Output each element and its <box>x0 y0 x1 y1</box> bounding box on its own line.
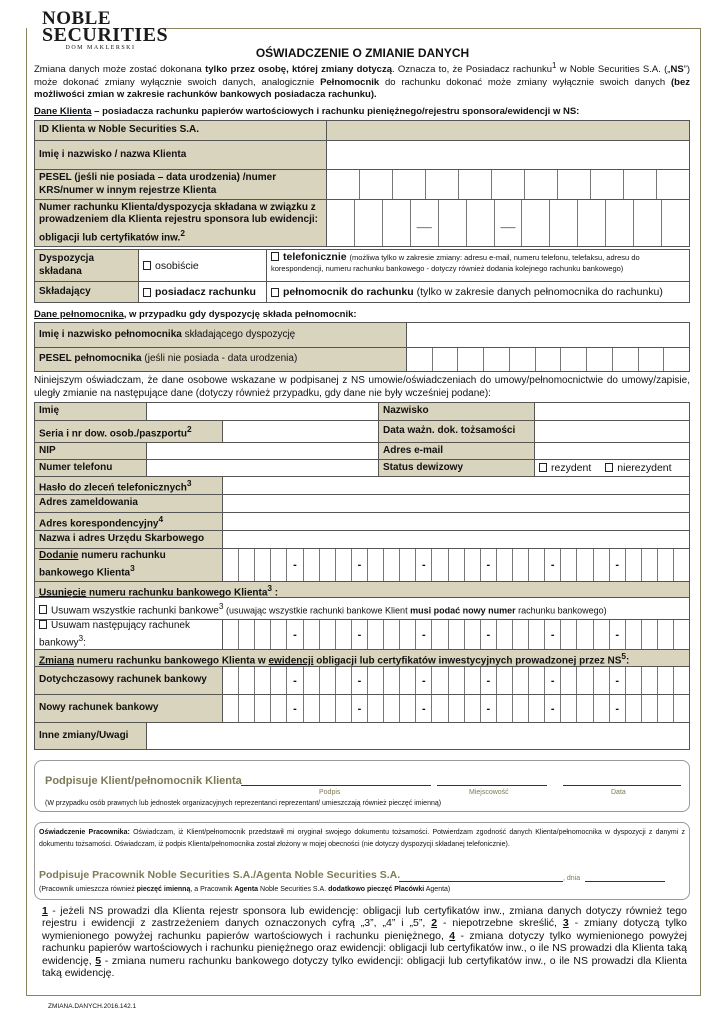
client-id-label: ID Klienta w Noble Securities S.A. <box>35 121 327 140</box>
delete-account-heading: Usunięcie numeru rachunku bankowego Klienta$^3$ : <box>35 582 689 597</box>
employee-date-line[interactable] <box>585 881 665 882</box>
corr-address-row <box>35 513 689 531</box>
phone-row <box>35 460 689 477</box>
old-account-cells[interactable]: - - - - - - <box>223 667 689 694</box>
proxy-data-table <box>34 322 690 372</box>
id-doc-input[interactable] <box>223 421 379 442</box>
noble-securities-logo: NOBLE SECURITIES DOM MAKLERSKI <box>38 10 163 51</box>
resident-option[interactable]: rezydent <box>539 462 591 474</box>
client-date-caption: Data <box>611 789 626 796</box>
intro-text: Zmiana danych może zostać dokonana tylko przez osobę, której zmiany dotyczą. Oznacza to, że Posiadacz rachunku$^1$ w Noble Securities S.A. („NS”) może dokonać zmiany wyłącznie swoich danych, analogicznie Pełnomocnik do rachunku dokonać może zmiany wyłącznie swoich danych (bez możliwości zmian w zakresie rachunków bankowych posiadacza rachunku). <box>34 61 691 101</box>
reg-address-label: Adres zameldowania <box>35 495 223 512</box>
client-pesel-label: PESEL (jeśli nie posiada – data urodzenia) /numer KRS/numer w innym rejestrze Klienta <box>35 170 327 199</box>
checkbox-icon[interactable] <box>539 463 547 472</box>
client-pesel-row <box>35 170 689 200</box>
client-name-row <box>35 141 689 170</box>
proxy-pesel-row <box>35 348 689 371</box>
checkbox-icon[interactable] <box>39 620 47 629</box>
disposition-table <box>34 249 690 303</box>
checkbox-icon[interactable] <box>271 252 279 261</box>
reg-address-row <box>35 495 689 513</box>
footnotes: 1 - jeżeli NS prowadzi dla Klienta rejestr sponsora lub ewidencję: obligacji lub certyfikatów inw., zmiana danych dotyczy również tego rejestru i ewidencji z zastrzeżeniem danych oznaczonych cyfrą „3”, „4” i „5”, 2 - niepotrzebne skreślić, 3 - zmiany dotyczą tylko wymienionego powyżej rachunku papierów wartościowych i rachunku pieniężnego, 4 - zmiana dotyczy tylko wymienionego powyżej rachunku papierów wartościowych i rachunku pieniężnego oraz ewidencji: obligacji lub certyfikatów inw., o ile NS prowadzi dla Klienta taką ewidencję, 5 - zmiana numeru rachunku bankowego dotyczy tylko ewidencji: obligacji lub certyfikatów inw., o ile NS prowadzi dla Klienta taką ewidencję. <box>42 905 688 980</box>
page-title: OŚWIADCZENIE O ZMIANIE DANYCH <box>255 46 470 60</box>
delete-all-option[interactable]: Usuwam wszystkie rachunki bankowe$^3$ (usuwając wszystkie rachunki bankowe Klient musi podać nowy numer rachunku bankowego) <box>35 598 689 619</box>
client-name-input[interactable] <box>327 141 689 169</box>
employee-signature-title: Podpisuje Pracownik Noble Securities S.A./Agenta Noble Securities S.A. <box>39 869 401 881</box>
first-name-input[interactable] <box>147 403 379 420</box>
client-account-label: Numer rachunku Klienta/dyspozycja składana w związku z prowadzeniem dla Klienta rejestru sponsora lub ewidencji: obligacji lub certyfikatów inw.$^2$ <box>35 200 327 246</box>
declaration-text: Niniejszym oświadczam, że dane osobowe wskazane w podpisanej z NS umowie/oświadczeniach do umowy/pełnomocnictwie do umowy/zapisie, uległy zmianie na następujące dane (dotyczy również przypadku, gdy dane nie były wcześniej podane): <box>34 375 690 399</box>
fx-status-label: Status dewizowy <box>379 460 535 476</box>
new-account-label: Nowy rachunek bankowy <box>35 695 223 722</box>
id-valid-input[interactable] <box>535 421 689 442</box>
client-account-row <box>35 200 689 246</box>
employee-date-label: , dnia <box>563 875 581 882</box>
client-account-cells[interactable]: ___ ___ <box>327 200 689 246</box>
changes-table <box>34 402 690 750</box>
nip-row <box>35 443 689 460</box>
disposition-label: Dyspozycja składana <box>35 250 139 281</box>
proxy-name-row <box>35 323 689 348</box>
fx-status-options <box>535 460 689 476</box>
employee-signature-note: (Pracownik umieszcza również pieczęć imienną, a Pracownik Agenta Noble Securities S.A. dodatkowo pieczęć Placówki Agenta) <box>39 886 451 893</box>
employee-declaration: Oświadczenie Pracownika: Oświadczam, iż Klient/pełnomocnik przedstawił mi oryginał swojego dokumentu tożsamości. Potwierdzam zgodność danych Klienta/pełnomocnika w dyspozycji z danymi z dokumentu tożsamości. Oświadczam, iż podpis Klienta/pełnomocnika został złożony w mojej obecności (nie dotyczy dyspozycji składanej telefonicznie). <box>39 829 686 848</box>
last-name-input[interactable] <box>535 403 689 420</box>
phone-pass-label: Hasło do zleceń telefonicznych$^3$ <box>35 477 223 494</box>
other-changes-input[interactable] <box>147 723 689 749</box>
client-data-table <box>34 120 690 247</box>
checkbox-icon[interactable] <box>605 463 613 472</box>
client-id-input[interactable] <box>327 121 689 140</box>
add-account-cells[interactable]: - - - - - - <box>223 549 689 581</box>
delete-one-option[interactable]: Usuwam następujący rachunek bankowy$^3$: <box>35 620 223 649</box>
filer-label: Składający <box>35 282 139 302</box>
id-valid-label: Data ważn. dok. tożsamości <box>379 421 535 442</box>
client-place-line[interactable] <box>437 785 547 786</box>
tax-office-input[interactable] <box>223 531 689 548</box>
delete-account-heading-row <box>35 582 689 598</box>
client-pesel-cells[interactable] <box>327 170 689 199</box>
corr-address-input[interactable] <box>223 513 689 530</box>
proxy-pesel-cells[interactable] <box>407 348 689 371</box>
checkbox-icon[interactable] <box>143 261 151 270</box>
client-signature-caption: Podpis <box>319 789 341 796</box>
corr-address-label: Adres korespondencyjny$^4$ <box>35 513 223 530</box>
tax-office-label: Nazwa i adres Urzędu Skarbowego <box>35 531 223 548</box>
client-signature-note: (W przypadku osób prawnych lub jednostek organizacyjnych reprezentanci reprezentant/ umieszczają również pieczęć imienną) <box>45 800 442 807</box>
last-name-label: Nazwisko <box>379 403 535 420</box>
proxy-name-label: Imię i nazwisko pełnomocnika składającego dyspozycję <box>35 323 407 347</box>
email-label: Adres e-mail <box>379 443 535 459</box>
client-name-label: Imię i nazwisko / nazwa Klienta <box>35 141 327 169</box>
client-id-row <box>35 121 689 141</box>
add-account-row <box>35 549 689 582</box>
email-input[interactable] <box>535 443 689 459</box>
proxy-section-heading: Dane pełnomocnika, w przypadku gdy dyspozycję składa pełnomocnik: <box>34 309 357 320</box>
phone-input[interactable] <box>147 460 379 476</box>
client-signature-box <box>34 760 690 812</box>
other-changes-label: Inne zmiany/Uwagi <box>35 723 147 749</box>
disposition-phone-option[interactable]: telefonicznie (możliwa tylko w zakresie zmiany: adresu e-mail, numeru telefonu, telefaksu, adresu do korespondencji, numeru rachunku bankowego - dotyczy również dodania kolejnego rachunku bankowego) <box>271 251 640 273</box>
employee-signature-box <box>34 822 690 900</box>
reg-address-input[interactable] <box>223 495 689 512</box>
checkbox-icon[interactable] <box>143 288 151 297</box>
id-doc-label: Seria i nr dow. osob./paszportu$^2$ <box>35 421 223 442</box>
phone-pass-input[interactable] <box>223 477 689 494</box>
client-signature-title: Podpisuje Klient/pełnomocnik Klienta <box>45 775 242 787</box>
old-account-row <box>35 667 689 695</box>
filer-holder-option[interactable]: posiadacz rachunku <box>139 282 267 302</box>
client-date-line[interactable] <box>563 785 681 786</box>
client-signature-line[interactable] <box>241 785 431 786</box>
client-section-heading: Dane Klienta – posiadacza rachunku papierów wartościowych i rachunku pieniężnego/rejestru sponsora/ewidencji w NS: <box>34 106 580 117</box>
delete-all-row <box>35 598 689 620</box>
delete-one-cells[interactable]: - - - - - - <box>223 620 689 649</box>
checkbox-icon[interactable] <box>271 288 279 297</box>
nip-input[interactable] <box>147 443 379 459</box>
change-account-heading: Zmiana numeru rachunku bankowego Klienta w ewidencji obligacji lub certyfikatów inwestycyjnych prowadzonej przez $NS^5$: <box>35 650 689 666</box>
phone-label: Numer telefonu <box>35 460 147 476</box>
form-code: ZMIANA.DANYCH.2016.142.1 <box>48 1003 137 1010</box>
disposition-row <box>35 250 689 282</box>
tax-office-row <box>35 531 689 549</box>
name-row <box>35 403 689 421</box>
change-account-heading-row <box>35 650 689 667</box>
proxy-pesel-label: PESEL pełnomocnika (jeśli nie posiada - data urodzenia) <box>35 348 407 371</box>
other-changes-row <box>35 723 689 749</box>
checkbox-icon[interactable] <box>39 605 47 614</box>
disposition-in-person-option[interactable]: osobiście <box>139 250 267 281</box>
new-account-row <box>35 695 689 723</box>
frame-top-line <box>160 28 701 29</box>
add-account-label: Dodanie numeru rachunku bankowego Klienta$^3$ <box>35 549 223 581</box>
proxy-name-input[interactable] <box>407 323 689 347</box>
first-name-label: Imię <box>35 403 147 420</box>
new-account-cells[interactable]: - - - - - - <box>223 695 689 722</box>
filer-row <box>35 282 689 302</box>
nonresident-option[interactable]: nierezydent <box>605 462 671 474</box>
employee-signature-line[interactable] <box>399 881 563 882</box>
delete-one-row <box>35 620 689 650</box>
id-doc-row <box>35 421 689 443</box>
phone-pass-row <box>35 477 689 495</box>
client-place-caption: Miejscowość <box>469 789 509 796</box>
nip-label: NIP <box>35 443 147 459</box>
old-account-label: Dotychczasowy rachunek bankowy <box>35 667 223 694</box>
filer-proxy-option[interactable]: pełnomocnik do rachunku (tylko w zakresie danych pełnomocnika do rachunku) <box>267 282 689 302</box>
